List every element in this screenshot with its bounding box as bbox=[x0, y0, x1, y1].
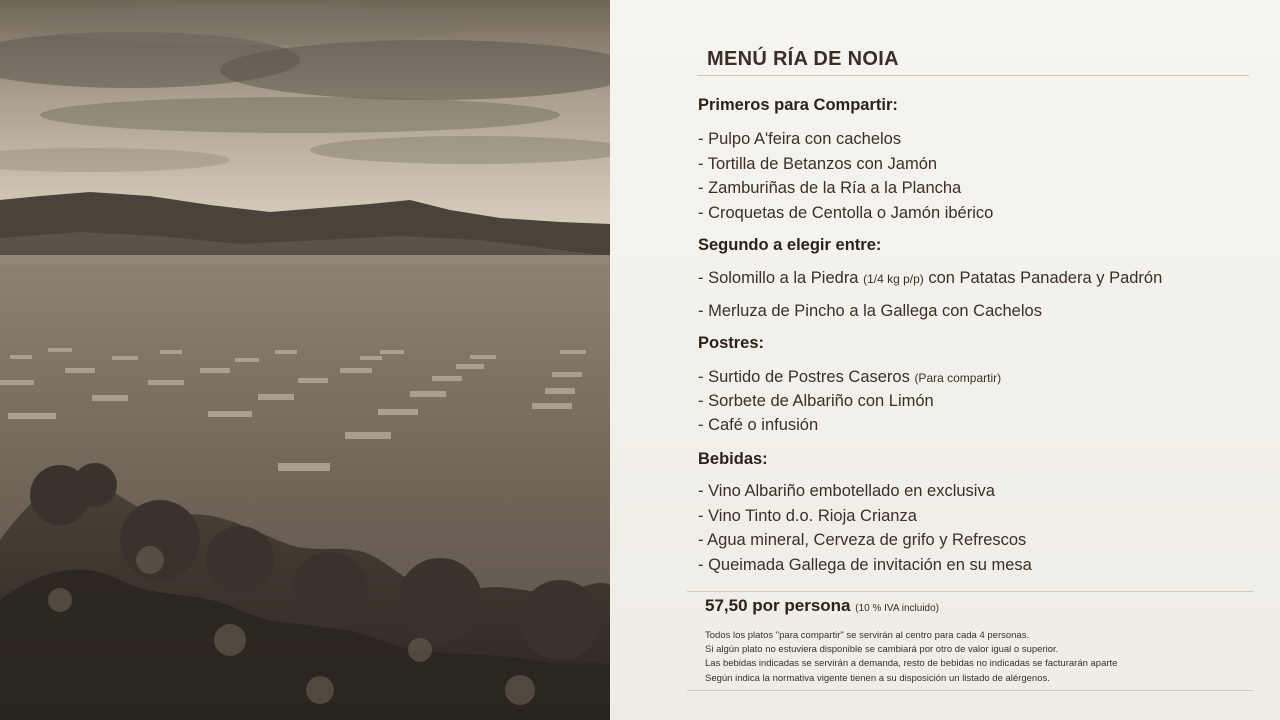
menu-item-note: (Para compartir) bbox=[914, 371, 1002, 385]
section-heading-postres: Postres: bbox=[698, 334, 765, 352]
fine-print-line: Según indica la normativa vigente tienen a su disposición un listado de alérgenos. bbox=[705, 673, 1050, 684]
menu-panel bbox=[610, 0, 1280, 720]
menu-item: - Merluza de Pincho a la Gallega con Cachelos bbox=[698, 302, 1042, 320]
menu-item bbox=[698, 269, 1162, 288]
price-vat-note: (10 % IVA incluido) bbox=[855, 603, 939, 614]
price-divider-bottom bbox=[687, 690, 1253, 691]
menu-item: - Vino Albariño embotellado en exclusiva bbox=[698, 482, 995, 500]
landscape-illustration bbox=[0, 0, 610, 720]
menu-item: - Tortilla de Betanzos con Jamón bbox=[698, 155, 938, 173]
menu-item: - Queimada Gallega de invitación en su mesa bbox=[698, 556, 1032, 574]
menu-item bbox=[698, 368, 1001, 387]
ria-landscape-photo bbox=[0, 0, 610, 720]
menu-item: - Croquetas de Centolla o Jamón ibérico bbox=[698, 204, 994, 222]
menu-item: - Sorbete de Albariño con Limón bbox=[698, 392, 934, 410]
menu-item-portion: (1/4 kg p/p) bbox=[863, 272, 924, 286]
title-divider bbox=[697, 75, 1249, 76]
menu-item: - Agua mineral, Cerveza de grifo y Refrescos bbox=[698, 531, 1027, 549]
section-heading-segundo: Segundo a elegir entre: bbox=[698, 236, 882, 254]
section-heading-bebidas: Bebidas: bbox=[698, 450, 768, 468]
price-line bbox=[705, 596, 939, 616]
price-divider-top bbox=[687, 591, 1253, 592]
fine-print-line: Si algún plato no estuviera disponible se cambiará por otro de valor igual o superior. bbox=[705, 644, 1059, 655]
menu-item: - Café o infusión bbox=[698, 416, 819, 434]
fine-print-line: Las bebidas indicadas se servirán a demanda, resto de bebidas no indicadas se facturarán aparte bbox=[705, 658, 1118, 669]
menu-item: - Zamburiñas de la Ría a la Plancha bbox=[698, 179, 962, 197]
menu-item-text: con Patatas Panadera y Padrón bbox=[923, 269, 1163, 287]
menu-item: - Pulpo A'feira con cachelos bbox=[698, 130, 902, 148]
fine-print-line: Todos los platos "para compartir" se servirán al centro para cada 4 personas. bbox=[705, 630, 1030, 641]
menu-item: - Vino Tinto d.o. Rioja Crianza bbox=[698, 507, 917, 525]
menu-item-text: - Surtido de Postres Caseros bbox=[698, 368, 915, 386]
section-heading-primeros: Primeros para Compartir: bbox=[698, 96, 898, 114]
menu-title: MENÚ RÍA DE NOIA bbox=[707, 48, 899, 70]
price-amount: 57,50 por persona bbox=[705, 596, 851, 615]
menu-item-text: - Solomillo a la Piedra bbox=[698, 269, 864, 287]
